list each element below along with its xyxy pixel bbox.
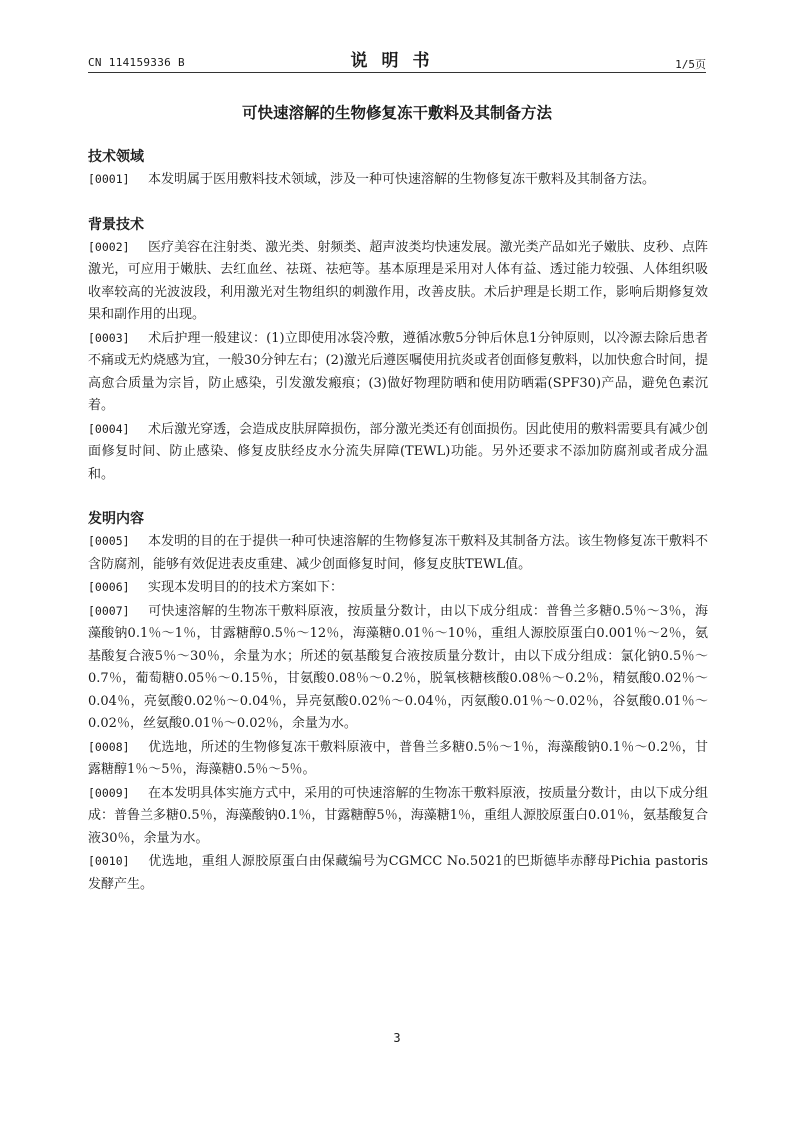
paragraph-text: 优选地，重组人源胶原蛋白由保藏编号为CGMCC No.5021的巴斯德毕赤酵母Pichia pastoris发酵产生。 bbox=[88, 854, 708, 892]
publication-number: CN 114159336 B bbox=[88, 56, 185, 69]
document-body bbox=[88, 146, 708, 896]
paragraph-text: 优选地，所述的生物修复冻干敷料原液中，普鲁兰多糖0.5％～1％，海藻酸钠0.1％～0.2％，甘露糖醇1％～5％，海藻糖0.5％～5％。 bbox=[88, 739, 708, 777]
paragraph bbox=[88, 782, 708, 851]
page-count: 1/5页 bbox=[675, 58, 706, 71]
paragraph-number: [0009] bbox=[88, 785, 130, 800]
paragraph-number: [0003] bbox=[88, 330, 130, 345]
paragraph-number: [0005] bbox=[88, 534, 130, 548]
paragraph-text: 可快速溶解的生物冻干敷料原液，按质量分数计，由以下成分组成：普鲁兰多糖0.5％～3％，海藻酸钠0.1％～1％，甘露糖醇0.5％～12％，海藻糖0.01％～10％，重组人源胶原蛋白0.001％～2％，氨基酸复合液5％～30％，余量为水；所述的氨基酸复合液按质量分数计，由以下成分组成：氯化钠0.5％～0.7％，葡萄糖0.05％～0.15％，甘氨酸0.08％～0.2％，脱氧核糖核酸0.08％～0.2％，精氨酸0.02％～0.04％，亮氨酸0.02％～0.04％，异亮氨酸0.02％～0.04％，丙氨酸0.01％～0.02％，谷氨酸0.01％～0.02％，丝氨酸0.01％～0.02％，余量为水。 bbox=[88, 603, 708, 731]
paragraph-number: [0008] bbox=[88, 739, 130, 754]
section-heading: 背景技术 bbox=[88, 216, 144, 233]
paragraph-number: [0007] bbox=[88, 603, 130, 618]
paragraph-text: 术后激光穿透，会造成皮肤屏障损伤，部分激光类还有创面损伤。因此使用的敷料需要具有减少创面修复时间、防止感染、修复皮肤经皮水分流失屏障(TEWL)功能。另外还要求不添加防腐剂或者成分温和。 bbox=[88, 421, 708, 482]
paragraph-number: [0006] bbox=[88, 580, 130, 594]
paragraph bbox=[88, 850, 708, 896]
paragraph bbox=[88, 168, 708, 192]
paragraph-text: 医疗美容在注射类、激光类、射频类、超声波类均快速发展。激光类产品如光子嫩肤、皮秒、点阵激光，可应用于嫩肤、去红血丝、祛斑、祛疤等。基本原理是采用对人体有益、透过能力较强、人体组织吸收率较高的光波波段，利用激光对生物组织的刺激作用，改善皮肤。术后护理是长期工作，影响后期修复效果和副作用的出现。 bbox=[88, 239, 708, 322]
page-number: 3 bbox=[393, 1031, 401, 1045]
section-heading: 技术领域 bbox=[88, 149, 144, 165]
document-title: 可快速溶解的生物修复冻干敷料及其制备方法 bbox=[241, 104, 552, 122]
page-header bbox=[88, 44, 706, 72]
paragraph bbox=[88, 736, 708, 782]
paragraph-number: [0010] bbox=[88, 854, 130, 868]
section-heading: 发明内容 bbox=[88, 511, 144, 527]
paragraph bbox=[88, 576, 708, 600]
paragraph bbox=[88, 600, 708, 736]
paragraph bbox=[88, 236, 708, 327]
paragraph-text: 术后护理一般建议：(1)立即使用冰袋冷敷，遵循冰敷5分钟后休息1分钟原则，以冷源去除后患者不痛或无灼烧感为宜，一般30分钟左右；(2)激光后遵医嘱使用抗炎或者创面修复敷料，以加快愈合时间，提高愈合质量为宗旨，防止感染，引发激发瘢痕；(3)做好物理防晒和使用防晒霜(SPF30)产品，避免色素沉着。 bbox=[88, 330, 708, 413]
paragraph-number: [0004] bbox=[88, 421, 130, 436]
paragraph bbox=[88, 327, 708, 418]
document-type: 说明书 bbox=[350, 51, 444, 71]
paragraph-text: 本发明的目的在于提供一种可快速溶解的生物修复冻干敷料及其制备方法。该生物修复冻干敷料不含防腐剂，能够有效促进表皮重建、减少创面修复时间，修复皮肤TEWL值。 bbox=[88, 534, 708, 572]
paragraph-text: 实现本发明目的的技术方案如下： bbox=[148, 580, 344, 595]
paragraph bbox=[88, 418, 708, 487]
paragraph-text: 本发明属于医用敷料技术领域，涉及一种可快速溶解的生物修复冻干敷料及其制备方法。 bbox=[148, 172, 656, 187]
paragraph-text: 在本发明具体实施方式中，采用的可快速溶解的生物冻干敷料原液，按质量分数计，由以下成分组成：普鲁兰多糖0.5％，海藻酸钠0.1％，甘露糖醇5％，海藻糖1％，重组人源胶原蛋白0.01％，氨基酸复合液30％，余量为水。 bbox=[88, 785, 708, 846]
paragraph-number: [0001] bbox=[88, 172, 130, 186]
paragraph bbox=[88, 530, 708, 576]
header-divider bbox=[88, 72, 706, 73]
paragraph-number: [0002] bbox=[88, 239, 130, 254]
